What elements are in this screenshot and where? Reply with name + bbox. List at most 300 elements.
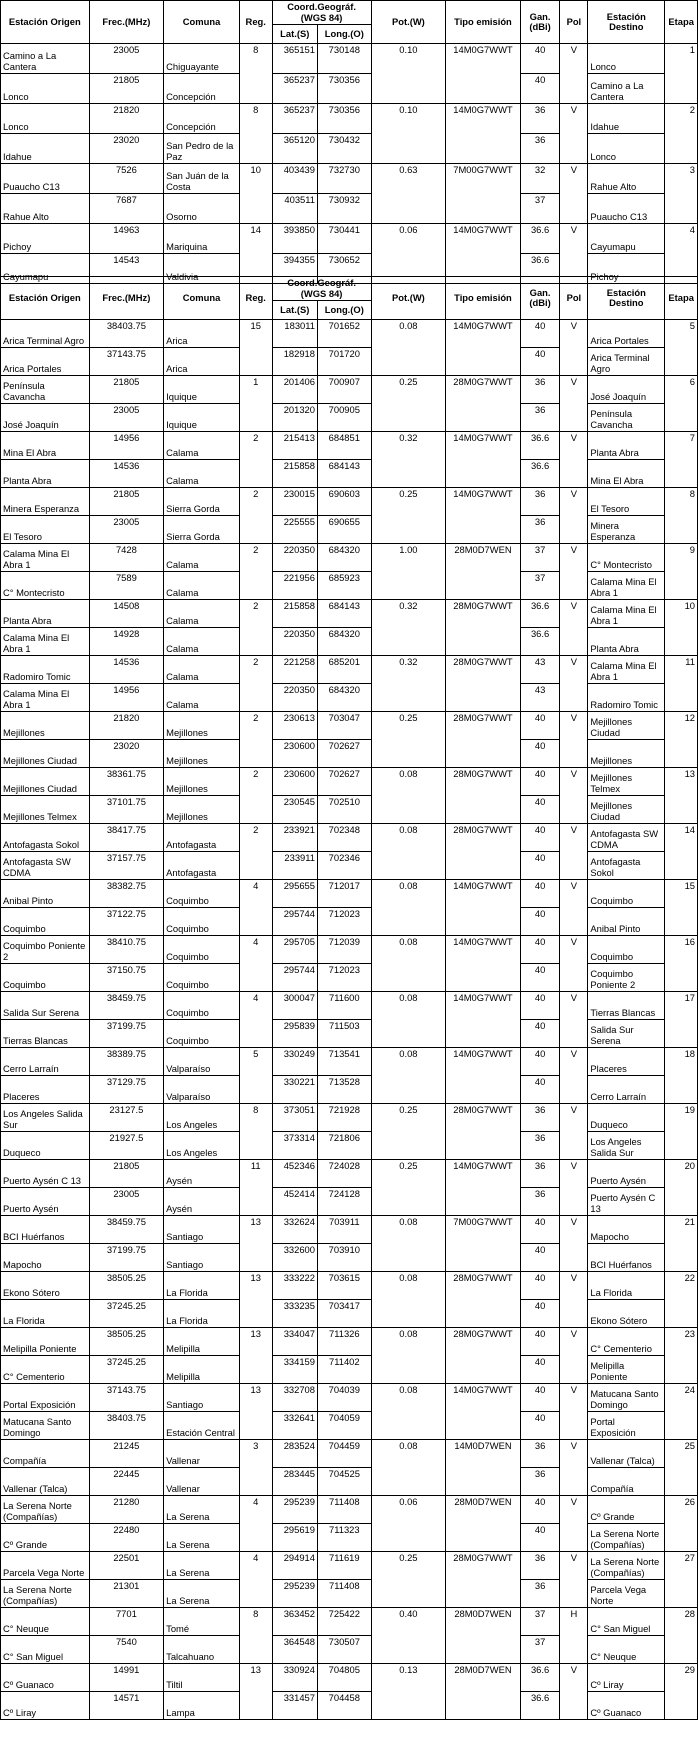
origin-cell: Cº Liray [1,1692,90,1720]
region-cell: 8 [239,44,272,104]
region-cell: 11 [239,1160,272,1216]
polarization-cell: V [560,712,588,768]
gain-cell: 36 [520,1468,560,1496]
origin-cell: Antofagasta Sokol [1,824,90,852]
polarization-cell: V [560,224,588,284]
comuna-cell: Coquimbo [164,964,240,992]
gain-cell: 36.6 [520,1692,560,1720]
origin-cell: Coquimbo Poniente 2 [1,936,90,964]
destination-cell: C° Montecristo [588,544,665,572]
comuna-cell: Iquique [164,376,240,404]
table-row [1,1496,698,1524]
lat-cell: 333222 [272,1272,317,1300]
gain-cell: 36.6 [520,1664,560,1692]
lat-cell: 215858 [272,600,317,628]
lon-cell: 701652 [317,320,371,348]
stage-cell: 22 [665,1272,698,1328]
comuna-cell: Arica [164,320,240,348]
lon-cell: 711408 [317,1496,371,1524]
lon-cell: 684851 [317,432,371,460]
origin-cell: Calama Mina El Abra 1 [1,684,90,712]
stage-cell: 5 [665,320,698,376]
comuna-cell: Valdivia [164,254,240,284]
lat-cell: 332624 [272,1216,317,1244]
gain-cell: 36 [520,1440,560,1468]
header-coord: Coord.Geográf.(WGS 84) [272,277,371,301]
lon-cell: 712023 [317,908,371,936]
lat-cell: 295619 [272,1524,317,1552]
origin-cell: Mejillones Telmex [1,796,90,824]
gain-cell: 37 [520,1636,560,1664]
freq-cell: 21245 [89,1440,164,1468]
comuna-cell: Coquimbo [164,908,240,936]
comuna-cell: Iquique [164,404,240,432]
power-cell: 0.25 [371,1160,446,1216]
comuna-cell: La Serena [164,1524,240,1552]
power-cell: 0.32 [371,600,446,656]
power-cell: 0.08 [371,936,446,992]
gain-cell: 36 [520,134,560,164]
comuna-cell: Aysén [164,1160,240,1188]
gain-cell: 36.6 [520,460,560,488]
origin-cell: Melipilla Poniente [1,1328,90,1356]
lat-cell: 183011 [272,320,317,348]
header-gan: Gan. (dBi) [520,277,560,320]
polarization-cell: V [560,1440,588,1496]
lon-cell: 721928 [317,1104,371,1132]
table-row [1,1076,698,1104]
destination-cell: Puerto Aysén [588,1160,665,1188]
gain-cell: 43 [520,656,560,684]
destination-cell: Cº Liray [588,1664,665,1692]
origin-cell: Cerro Larraín [1,1048,90,1076]
comuna-cell: Osorno [164,194,240,224]
freq-cell: 38403.75 [89,320,164,348]
comuna-cell: Calama [164,600,240,628]
lon-cell: 721806 [317,1132,371,1160]
table-row [1,1048,698,1076]
freq-cell: 37199.75 [89,1244,164,1272]
gain-cell: 36.6 [520,600,560,628]
header-reg: Reg. [239,277,272,320]
header-reg: Reg. [239,1,272,44]
destination-cell: Mina El Abra [588,460,665,488]
power-cell: 0.08 [371,320,446,376]
emission-type-cell: 7M00G7WWT [446,164,521,224]
destination-cell: Rahue Alto [588,164,665,194]
lat-cell: 221258 [272,656,317,684]
comuna-cell: Mejillones [164,712,240,740]
origin-cell: La Serena Norte (Compañías) [1,1580,90,1608]
comuna-cell: Calama [164,684,240,712]
gain-cell: 40 [520,348,560,376]
comuna-cell: Los Angeles [164,1104,240,1132]
destination-cell: Parcela Vega Norte [588,1580,665,1608]
table-row [1,712,698,740]
comuna-cell: Aysén [164,1188,240,1216]
lon-cell: 712039 [317,936,371,964]
origin-cell: Mapocho [1,1244,90,1272]
comuna-cell: Melipilla [164,1356,240,1384]
destination-cell: Planta Abra [588,628,665,656]
lat-cell: 332708 [272,1384,317,1412]
lat-cell: 233921 [272,824,317,852]
lat-cell: 330924 [272,1664,317,1692]
region-cell: 2 [239,600,272,656]
power-cell: 0.25 [371,376,446,432]
gain-cell: 40 [520,768,560,796]
destination-cell: Puaucho C13 [588,194,665,224]
region-cell: 3 [239,1440,272,1496]
destination-cell: Lonco [588,134,665,164]
destination-cell: La Serena Norte (Compañías) [588,1524,665,1552]
origin-cell: Cº Grande [1,1524,90,1552]
comuna-cell: Santiago [164,1244,240,1272]
comuna-cell: Santiago [164,1384,240,1412]
destination-cell: Coquimbo [588,880,665,908]
origin-cell: Minera Esperanza [1,488,90,516]
destination-cell: La Florida [588,1272,665,1300]
comuna-cell: Melipilla [164,1328,240,1356]
stage-cell: 12 [665,712,698,768]
table-row [1,740,698,768]
origin-cell: Mejillones Ciudad [1,740,90,768]
comuna-cell: Sierra Gorda [164,488,240,516]
lon-cell: 711402 [317,1356,371,1384]
freq-cell: 14956 [89,684,164,712]
origin-cell: C° Neuque [1,1608,90,1636]
destination-cell: Salida Sur Serena [588,1020,665,1048]
lat-cell: 230545 [272,796,317,824]
gain-cell: 36 [520,1552,560,1580]
gain-cell: 36 [520,1580,560,1608]
emission-type-cell: 14M0G7WWT [446,1160,521,1216]
emission-type-cell: 7M00G7WWT [446,1216,521,1272]
lat-cell: 334047 [272,1328,317,1356]
region-cell: 4 [239,1552,272,1608]
freq-cell: 37150.75 [89,964,164,992]
gain-cell: 36.6 [520,432,560,460]
emission-type-cell: 14M0G7WWT [446,1048,521,1104]
header-comuna: Comuna [164,277,240,320]
table-row [1,1216,698,1244]
polarization-cell: V [560,880,588,936]
destination-cell: C° San Miguel [588,1608,665,1636]
freq-cell: 21927.5 [89,1132,164,1160]
comuna-cell: Mejillones [164,796,240,824]
gain-cell: 40 [520,1244,560,1272]
destination-cell: Placeres [588,1048,665,1076]
table-row [1,224,698,254]
freq-cell: 21820 [89,712,164,740]
freq-cell: 21280 [89,1496,164,1524]
region-cell: 10 [239,164,272,224]
freq-cell: 37245.25 [89,1356,164,1384]
header-dest: Estación Destino [588,277,665,320]
origin-cell: Lonco [1,104,90,134]
origin-cell: Cº Guanaco [1,1664,90,1692]
gain-cell: 40 [520,1076,560,1104]
gain-cell: 37 [520,194,560,224]
region-cell: 13 [239,1216,272,1272]
power-cell: 0.08 [371,880,446,936]
region-cell: 2 [239,768,272,824]
lat-cell: 330221 [272,1076,317,1104]
lat-cell: 295839 [272,1020,317,1048]
freq-cell: 37157.75 [89,852,164,880]
origin-cell: Puerto Aysén C 13 [1,1160,90,1188]
origin-cell: Mina El Abra [1,432,90,460]
lat-cell: 365151 [272,44,317,74]
table-row [1,1104,698,1132]
freq-cell: 37101.75 [89,796,164,824]
destination-cell: Arica Portales [588,320,665,348]
comuna-cell: Calama [164,572,240,600]
lon-cell: 713541 [317,1048,371,1076]
header-gan: Gan. (dBi) [520,1,560,44]
freq-cell: 37143.75 [89,1384,164,1412]
gain-cell: 40 [520,1356,560,1384]
polarization-cell: V [560,164,588,224]
lon-cell: 703615 [317,1272,371,1300]
gain-cell: 36 [520,1104,560,1132]
comuna-cell: Calama [164,628,240,656]
freq-cell: 21301 [89,1580,164,1608]
table-row [1,1188,698,1216]
lat-cell: 220350 [272,628,317,656]
lat-cell: 283445 [272,1468,317,1496]
emission-type-cell: 28M0D7WEN [446,1496,521,1552]
freq-cell: 38389.75 [89,1048,164,1076]
freq-cell: 14963 [89,224,164,254]
origin-cell: Calama Mina El Abra 1 [1,544,90,572]
comuna-cell: Coquimbo [164,936,240,964]
comuna-cell: Vallenar [164,1468,240,1496]
destination-cell: Cayumapu [588,224,665,254]
lon-cell: 704059 [317,1412,371,1440]
destination-cell: C° Cementerio [588,1328,665,1356]
emission-type-cell: 28M0G7WWT [446,1328,521,1384]
freq-cell: 7428 [89,544,164,572]
power-cell: 0.08 [371,1048,446,1104]
lat-cell: 403439 [272,164,317,194]
gain-cell: 36 [520,516,560,544]
header-lat: Lat.(S) [272,301,317,320]
origin-cell: José Joaquín [1,404,90,432]
lon-cell: 732730 [317,164,371,194]
polarization-cell: V [560,1160,588,1216]
table-row [1,684,698,712]
header-pot: Pot.(W) [371,277,446,320]
header-coord: Coord.Geográf.(WGS 84) [272,1,371,25]
destination-cell: Cº Guanaco [588,1692,665,1720]
stage-cell: 18 [665,1048,698,1104]
stage-cell: 16 [665,936,698,992]
destination-cell: Península Cavancha [588,404,665,432]
comuna-cell: Calama [164,432,240,460]
lon-cell: 704039 [317,1384,371,1412]
gain-cell: 36 [520,1188,560,1216]
power-cell: 0.32 [371,656,446,712]
lon-cell: 700907 [317,376,371,404]
lon-cell: 700905 [317,404,371,432]
lon-cell: 730356 [317,104,371,134]
lat-cell: 295744 [272,964,317,992]
lon-cell: 725422 [317,1608,371,1636]
destination-cell: Cerro Larraín [588,1076,665,1104]
gain-cell: 36 [520,488,560,516]
destination-cell: Mapocho [588,1216,665,1244]
table-row [1,656,698,684]
freq-cell: 38361.75 [89,768,164,796]
origin-cell: Anibal Pinto [1,880,90,908]
polarization-cell: V [560,1104,588,1160]
table-row [1,1272,698,1300]
comuna-cell: Tomé [164,1608,240,1636]
destination-cell: Antofagasta SW CDMA [588,824,665,852]
stage-cell: 25 [665,1440,698,1496]
lon-cell: 704805 [317,1664,371,1692]
destination-cell: La Serena Norte (Compañías) [588,1552,665,1580]
power-cell: 0.06 [371,1496,446,1552]
origin-cell: Arica Terminal Agro [1,320,90,348]
table-row [1,1664,698,1692]
freq-cell: 23020 [89,134,164,164]
origin-cell: Coquimbo [1,964,90,992]
emission-type-cell: 14M0G7WWT [446,44,521,104]
comuna-cell: Lampa [164,1692,240,1720]
power-cell: 0.10 [371,44,446,104]
gain-cell: 40 [520,1384,560,1412]
table-row [1,880,698,908]
gain-cell: 40 [520,1272,560,1300]
origin-cell: Compañía [1,1440,90,1468]
comuna-cell: La Florida [164,1272,240,1300]
comuna-cell: Antofagasta [164,852,240,880]
destination-cell: Puerto Aysén C 13 [588,1188,665,1216]
power-cell: 0.08 [371,1384,446,1440]
lon-cell: 702627 [317,768,371,796]
polarization-cell: V [560,104,588,164]
table-row [1,1356,698,1384]
gain-cell: 40 [520,908,560,936]
table-row [1,544,698,572]
power-cell: 0.63 [371,164,446,224]
freq-cell: 23005 [89,516,164,544]
polarization-cell: V [560,992,588,1048]
gain-cell: 32 [520,164,560,194]
emission-type-cell: 28M0G7WWT [446,376,521,432]
header-pol: Pol [560,277,588,320]
origin-cell: Radomiro Tomic [1,656,90,684]
table-row [1,1636,698,1664]
emission-type-cell: 14M0D7WEN [446,1440,521,1496]
comuna-cell: Santiago [164,1216,240,1244]
polarization-cell: V [560,1664,588,1720]
freq-cell: 38417.75 [89,824,164,852]
gain-cell: 40 [520,964,560,992]
power-cell: 0.06 [371,224,446,284]
emission-type-cell: 28M0G7WWT [446,768,521,824]
table-row [1,348,698,376]
table-row [1,1524,698,1552]
origin-cell: BCI Huérfanos [1,1216,90,1244]
destination-cell: Anibal Pinto [588,908,665,936]
comuna-cell: San Juán de la Costa [164,164,240,194]
destination-cell: Mejillones Ciudad [588,796,665,824]
comuna-cell: Antofagasta [164,824,240,852]
table-row [1,1608,698,1636]
comuna-cell: La Florida [164,1300,240,1328]
emission-type-cell: 28M0D7WEN [446,1664,521,1720]
power-cell: 0.25 [371,1104,446,1160]
lat-cell: 330249 [272,1048,317,1076]
lon-cell: 685923 [317,572,371,600]
origin-cell: Antofagasta SW CDMA [1,852,90,880]
freq-cell: 14536 [89,460,164,488]
freq-cell: 23005 [89,1188,164,1216]
polarization-cell: H [560,1608,588,1664]
polarization-cell: V [560,936,588,992]
comuna-cell: Los Angeles [164,1132,240,1160]
freq-cell: 38403.75 [89,1412,164,1440]
table-row [1,768,698,796]
lat-cell: 283524 [272,1440,317,1468]
table-row [1,1384,698,1412]
freq-cell: 7540 [89,1636,164,1664]
table-row [1,1580,698,1608]
destination-cell: C° Neuque [588,1636,665,1664]
lon-cell: 730432 [317,134,371,164]
table-row [1,992,698,1020]
freq-cell: 38382.75 [89,880,164,908]
comuna-cell: Talcahuano [164,1636,240,1664]
power-cell: 1.00 [371,544,446,600]
origin-cell: La Florida [1,1300,90,1328]
header-lon: Long.(O) [317,25,371,44]
origin-cell: La Serena Norte (Compañías) [1,1496,90,1524]
table-row [1,1692,698,1720]
header-tipo: Tipo emisión [446,277,521,320]
lat-cell: 364548 [272,1636,317,1664]
table-row [1,964,698,992]
stage-cell: 23 [665,1328,698,1384]
stage-cell: 3 [665,164,698,224]
lon-cell: 704458 [317,1692,371,1720]
stage-cell: 27 [665,1552,698,1608]
freq-cell: 37143.75 [89,348,164,376]
origin-cell: Rahue Alto [1,194,90,224]
region-cell: 8 [239,1104,272,1160]
stage-cell: 29 [665,1664,698,1720]
region-cell: 1 [239,376,272,432]
freq-cell: 21820 [89,104,164,134]
table-row [1,1468,698,1496]
lat-cell: 300047 [272,992,317,1020]
lon-cell: 704459 [317,1440,371,1468]
polarization-cell: V [560,1552,588,1608]
lat-cell: 230600 [272,768,317,796]
lon-cell: 703910 [317,1244,371,1272]
comuna-cell: San Pedro de la Paz [164,134,240,164]
lat-cell: 403511 [272,194,317,224]
gain-cell: 40 [520,74,560,104]
power-cell: 0.08 [371,1272,446,1328]
lon-cell: 702346 [317,852,371,880]
header-etapa: Etapa [665,1,698,44]
power-cell: 0.25 [371,712,446,768]
freq-cell: 21805 [89,376,164,404]
